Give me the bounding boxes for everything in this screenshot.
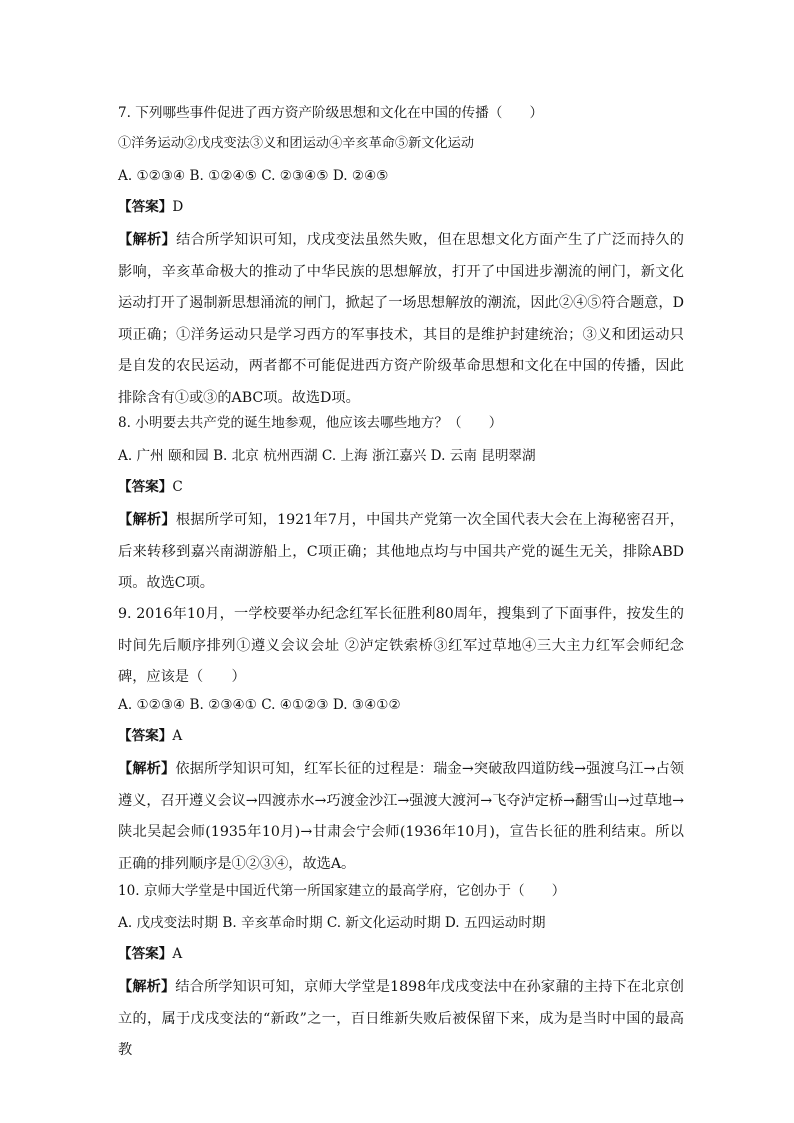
question-9-analysis [118, 754, 684, 880]
question-8-options: A. 广州 颐和园 B. 北京 杭州西湖 C. 上海 浙江嘉兴 D. 云南 昆明翠湖 [118, 448, 536, 464]
answer-label: 【答案】 [118, 946, 173, 962]
analysis-label: 【解析】 [118, 232, 177, 248]
question-10-stem: 10. 京师大学堂是中国近代第一所国家建立的最高学府，它创办于（ ） [118, 883, 566, 899]
question-7-analysis [118, 225, 684, 414]
answer-value: A [172, 728, 183, 744]
question-9-answer [118, 726, 182, 746]
question-8-stem: 8. 小明要去共产党的诞生地参观，他应该去哪些地方？（ ） [118, 415, 503, 431]
answer-value: A [172, 946, 183, 962]
question-10-options: A. 戊戌变法时期 B. 辛亥革命时期 C. 新文化运动时期 D. 五四运动时期 [118, 915, 546, 931]
answer-label: 【答案】 [118, 728, 173, 744]
analysis-label: 【解析】 [118, 512, 176, 528]
question-7-items: ①洋务运动②戊戌变法③义和团运动④辛亥革命⑤新文化运动 [118, 136, 475, 151]
question-7-stem: 7. 下列哪些事件促进了西方资产阶级思想和文化在中国的传播（ ） [118, 105, 544, 121]
question-9-options: A. ①②③④ B. ②③④① C. ④①②③ D. ③④①② [118, 697, 401, 713]
question-8-answer [118, 477, 183, 497]
question-8-analysis [118, 505, 684, 600]
analysis-text: 依据所学知识可知，红军长征的过程是：瑞金→突破敌四道防线→强渡乌江→占领遵义，召开遵义会议→四渡赤水→巧渡金沙江→强渡大渡河→飞夺泸定桥→翻雪山→过草地→陕北吴起会师(1935年10月)→甘肃会宁会师(1936年10月)，宣告长征的胜利结束。所以正确的排列顺序是①②③④，故选A。 [118, 761, 684, 872]
answer-value: C [172, 479, 183, 495]
answer-value: D [172, 199, 184, 215]
answer-label: 【答案】 [118, 479, 173, 495]
question-10-analysis [118, 972, 684, 1067]
analysis-label: 【解析】 [118, 761, 176, 777]
answer-label: 【答案】 [118, 199, 173, 215]
analysis-label: 【解析】 [118, 979, 176, 995]
analysis-text: 结合所学知识可知，戊戌变法虽然失败，但在思想文化方面产生了广泛而持久的影响，辛亥革命极大的推动了中华民族的思想解放，打开了中国进步潮流的闸门，新文化运动打开了遏制新思想涌流的闸门，掀起了一场思想解放的潮流，因此②④⑤符合题意，D项正确；①洋务运动只是学习西方的军事技术，其目的是维护封建统治；③义和团运动只是自发的农民运动，两者都不可能促进西方资产阶级革命思想和文化在中国的传播，因此排除含有①或③的ABC项。故选D项。 [118, 232, 684, 406]
question-7-options: A. ①②③④ B. ①②④⑤ C. ②③④⑤ D. ②④⑤ [118, 168, 389, 184]
question-9-stem: 9. 2016年10月，一学校要举办纪念红军长征胜利80周年，搜集到了下面事件，按发生的时间先后顺序排列①遵义会议会址 ②泸定铁索桥③红军过草地④三大主力红军会师纪念碑，应该是（ ） [118, 606, 684, 685]
question-10-answer [118, 944, 182, 964]
analysis-text: 根据所学可知，1921年7月，中国共产党第一次全国代表大会在上海秘密召开，后来转移到嘉兴南湖游船上，C项正确；其他地点均与中国共产党的诞生无关，排除ABD项。故选C项。 [118, 512, 684, 591]
analysis-text: 结合所学知识可知，京师大学堂是1898年戊戌变法中在孙家鼐的主持下在北京创立的，属于戊戌变法的“新政”之一，百日维新失败后被保留下来，成为是当时中国的最高教 [118, 979, 684, 1058]
question-7-answer [118, 197, 183, 217]
